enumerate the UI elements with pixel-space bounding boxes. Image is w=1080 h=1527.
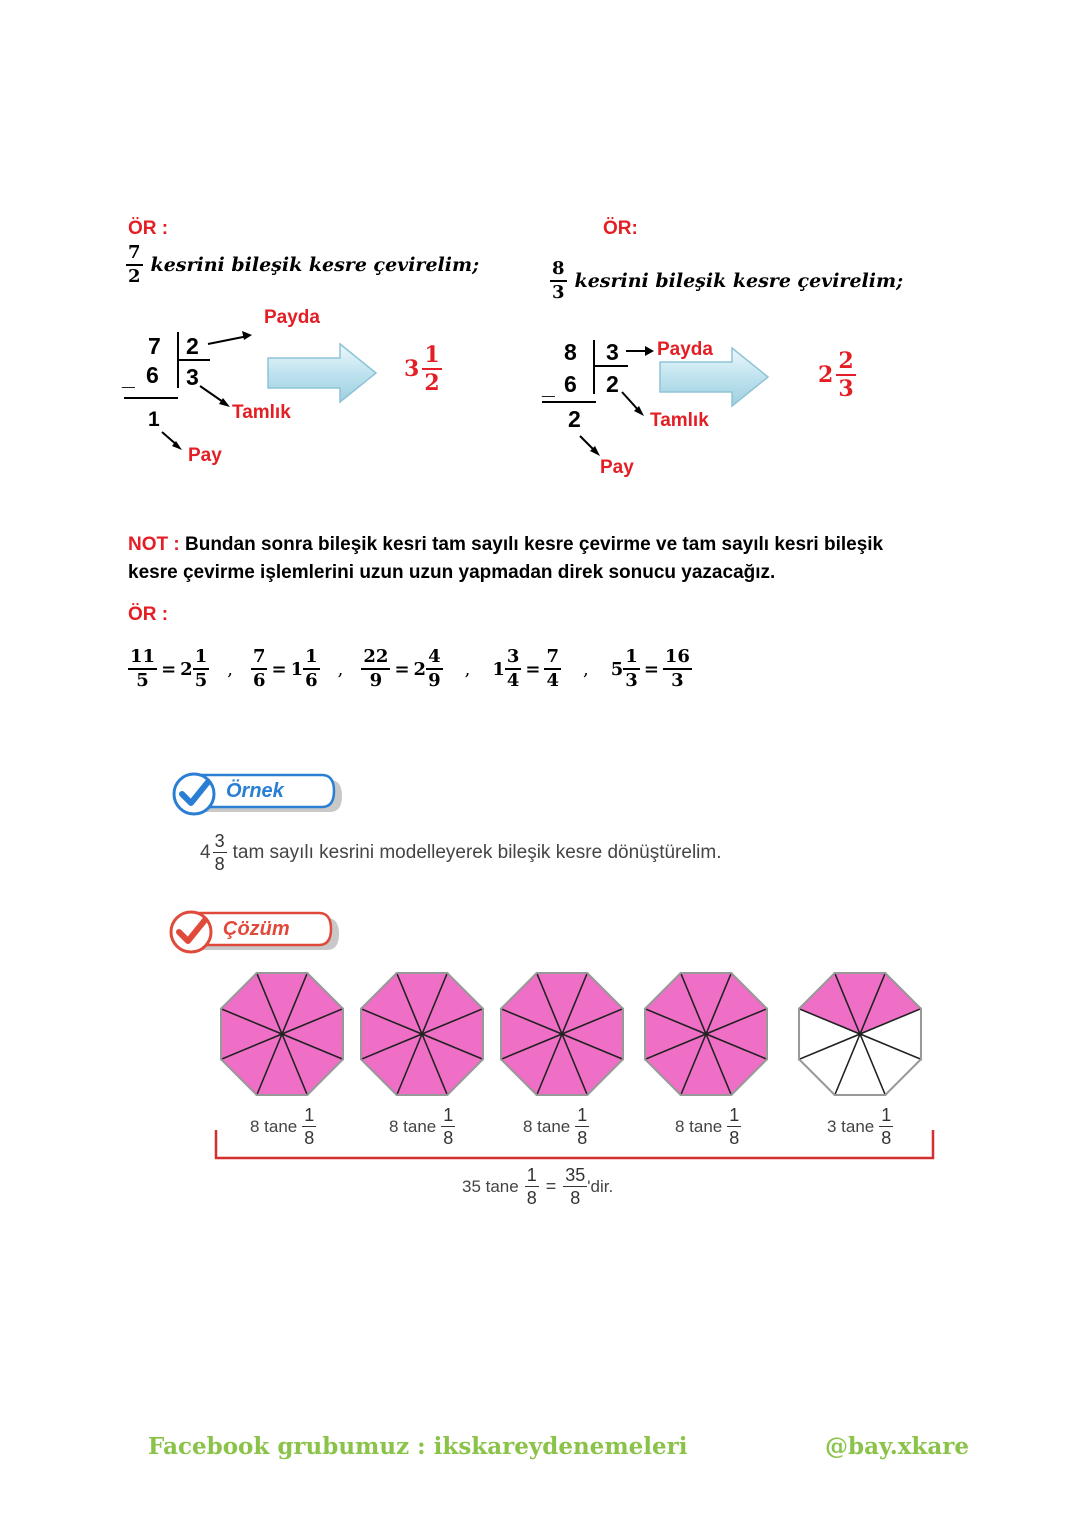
example2-remainder: 2: [568, 406, 581, 432]
octagon-3: [501, 973, 623, 1095]
ex1-right-fraction: $\frac{1}{5}$: [194, 646, 208, 691]
ex2-whole: 1: [290, 658, 304, 680]
octagon-label-4: 8 tane $\frac{1}{8}$: [675, 1105, 740, 1148]
ex3-equals: =: [394, 658, 410, 680]
octagon-label-1: 8 tane $\frac{1}{8}$: [250, 1105, 315, 1148]
example1-divisor: 2: [186, 333, 199, 359]
ex1-whole: 2: [180, 658, 193, 680]
note-line2: kesre çevirme işlemlerini uzun uzun yapmadan direk sonucu yazacağız.: [128, 562, 776, 583]
example2-pay-label: Pay: [600, 457, 634, 478]
example1-instruction: kesrini bileşik kesre çevirelim;: [150, 254, 480, 276]
ornek-whole: 4: [200, 841, 211, 863]
ex2-left-fraction: $\frac{7}{6}$: [252, 646, 266, 691]
ex2-right-fraction: $\frac{1}{6}$: [305, 646, 318, 691]
example1-tamlik-label: Tamlık: [232, 402, 291, 423]
ex4-whole: 1: [492, 658, 505, 680]
octagon-label-2: 8 tane $\frac{1}{8}$: [389, 1105, 454, 1148]
ex4-equals: =: [525, 658, 541, 680]
ornek-fraction: $\frac{3}{8}$: [214, 831, 225, 874]
ornek-label: Örnek: [226, 780, 284, 802]
example1-arrow-icon: [266, 342, 378, 404]
note-label: NOT :: [128, 534, 180, 555]
example2-subtract: 6: [564, 371, 577, 397]
footer-handle: @bay.xkare: [825, 1433, 970, 1460]
cozum-label: Çözüm: [223, 918, 290, 940]
ex3-left-fraction: $\frac{22}{9}$: [363, 646, 389, 691]
examples3-row: [128, 648, 692, 690]
example2-result: 2 $\frac{2}{3}$: [818, 348, 854, 402]
example1-remainder: 1: [148, 408, 160, 431]
ex5-whole: 5: [610, 658, 624, 680]
example2-divisor: 3: [606, 339, 619, 365]
octagon-4: [645, 973, 767, 1095]
examples3-label: ÖR :: [128, 604, 169, 625]
example1-subtract: 6: [146, 362, 159, 388]
note-block: [128, 531, 968, 587]
example2-fraction: $\frac{8}{3}$: [552, 258, 565, 303]
example2-label: ÖR:: [603, 218, 638, 239]
separator: ,: [583, 658, 589, 680]
example2-quotient: 2: [606, 371, 619, 397]
example1-label: ÖR :: [128, 218, 169, 239]
ex1-left-fraction: $\frac{11}{5}$: [130, 646, 156, 691]
ex1-equals: =: [161, 658, 177, 680]
example1-statement: [126, 244, 479, 286]
separator: ,: [464, 658, 471, 680]
example1-fraction: $\frac{7}{2}$: [128, 242, 141, 287]
total-bracket: [214, 1128, 936, 1162]
ex5-left-fraction: $\frac{1}{3}$: [625, 646, 638, 691]
footer-facebook: Facebook grubumuz : ikskareydenemeleri: [148, 1433, 688, 1460]
ex2-equals: =: [271, 658, 287, 680]
octagon-5: [799, 973, 921, 1095]
separator: ,: [337, 658, 344, 680]
example2-tamlik-label: Tamlık: [650, 410, 709, 431]
ex5-right-fraction: $\frac{16}{3}$: [664, 646, 690, 691]
example1-quotient: 3: [186, 364, 199, 390]
ornek-badge: [170, 770, 345, 820]
example2-payda-label: Payda: [657, 339, 713, 360]
octagon-1: [221, 973, 343, 1095]
note-line1: Bundan sonra bileşik kesri tam sayılı kesre çevirme ve tam sayılı kesri bileşik: [185, 534, 884, 555]
example2-dividend: 8: [564, 339, 577, 365]
example2-instruction: kesrini bileşik kesre çevirelim;: [574, 270, 904, 292]
separator: ,: [227, 658, 233, 680]
octagon-label-5: 3 tane $\frac{1}{8}$: [827, 1105, 892, 1148]
cozum-badge: [167, 908, 342, 958]
ex4-right-fraction: $\frac{7}{4}$: [546, 646, 560, 691]
octagon-models: [200, 970, 960, 1120]
example1-dividend: 7: [148, 333, 161, 359]
octagon-2: [361, 973, 483, 1095]
example1-result: 3 $\frac{1}{2}$: [404, 342, 440, 396]
example1-minus: _: [122, 364, 135, 390]
ex4-left-fraction: $\frac{3}{4}$: [506, 646, 520, 691]
ornek-statement: [200, 832, 722, 873]
summary: 35 tane $\frac{1}{8}$ = $\frac{35}{8}$ 'dir.: [462, 1165, 614, 1208]
example2-statement: [550, 260, 903, 302]
ornek-text: tam sayılı kesrini modelleyerek bileşik kesre dönüştürelim.: [232, 841, 722, 863]
octagon-label-3: 8 tane $\frac{1}{8}$: [523, 1105, 588, 1148]
ex5-equals: =: [643, 658, 659, 680]
example2-minus: _: [542, 373, 555, 399]
example1-payda-label: Payda: [264, 307, 320, 328]
example1-pay-label: Pay: [188, 445, 222, 466]
ex3-right-fraction: $\frac{4}{9}$: [428, 646, 441, 691]
example2-arrow-icon: [658, 346, 770, 408]
ex3-whole: 2: [413, 658, 427, 680]
